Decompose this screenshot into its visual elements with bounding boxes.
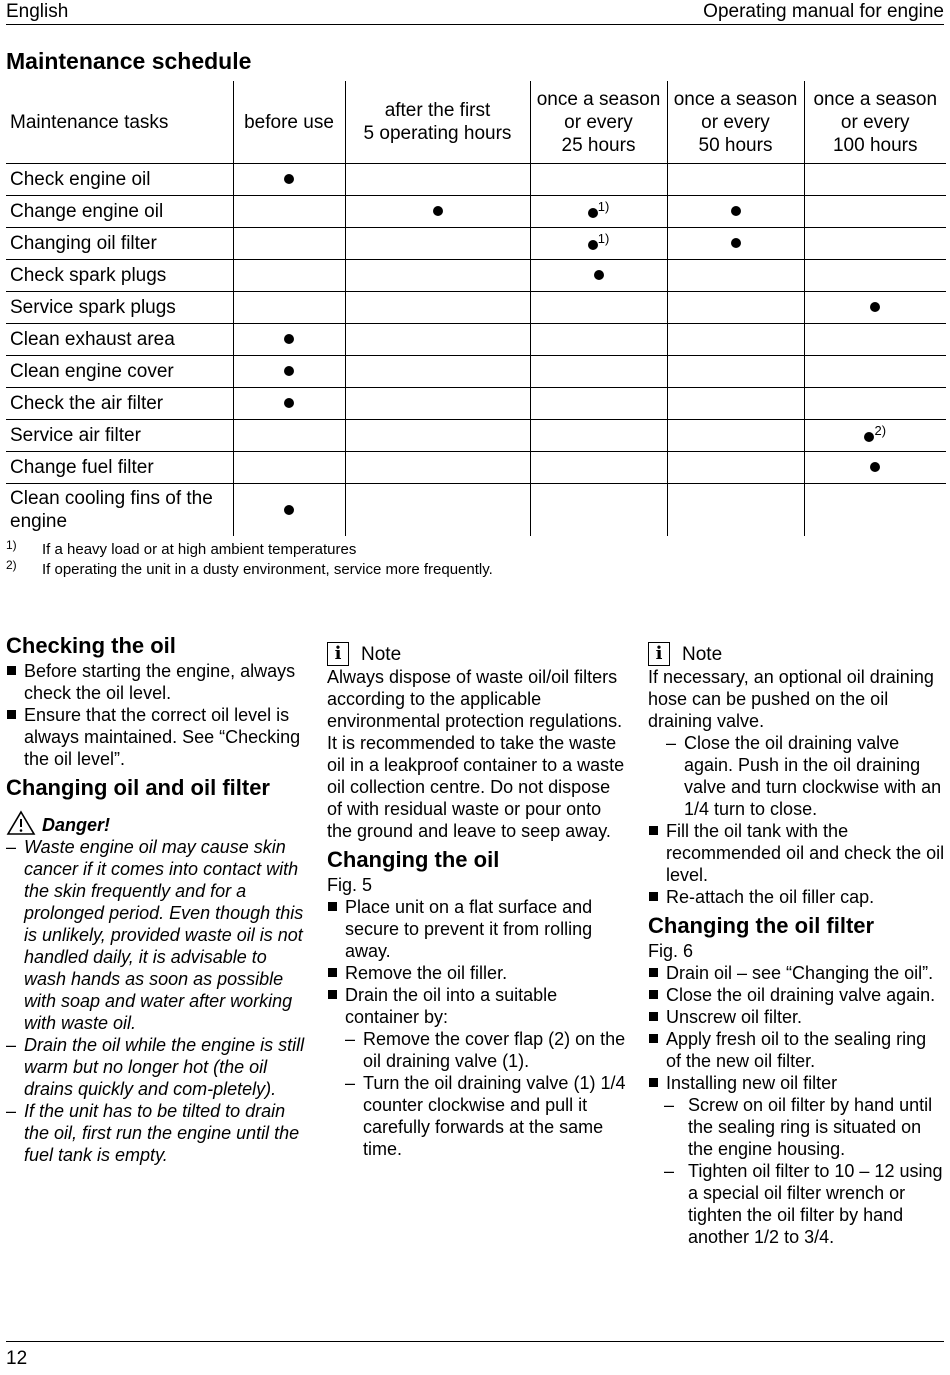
schedule-cell [804, 164, 946, 196]
schedule-cell [233, 484, 345, 537]
task-name: Service spark plugs [6, 292, 233, 324]
footnote: 2) If operating the unit in a dusty environment, service more frequently. [6, 558, 493, 578]
list-item: Before starting the engine, always check the oil level. [6, 660, 311, 704]
task-name: Changing oil filter [6, 228, 233, 260]
table-row [6, 452, 946, 484]
list-item: Installing new oil filter [648, 1072, 946, 1094]
schedule-cell [804, 324, 946, 356]
figure-reference: Fig. 6 [648, 941, 694, 961]
table-row [6, 356, 946, 388]
schedule-cell [530, 164, 667, 196]
danger-item: – If the unit has to be tilted to drain the oil, first run the engine until the fuel tank is empty. [6, 1100, 311, 1166]
danger-item: – Drain the oil while the engine is still warm but no longer hot (the oil drains quickly and com-pletely). [6, 1034, 311, 1100]
section-title-changing-oil: Changing the oil [327, 847, 500, 872]
table-row [6, 420, 946, 452]
schedule-cell [345, 196, 530, 228]
schedule-cell [530, 292, 667, 324]
task-name: Check spark plugs [6, 260, 233, 292]
note-heading [327, 636, 627, 666]
table-row [6, 324, 946, 356]
task-name: Check engine oil [10, 169, 151, 190]
schedule-cell [804, 292, 946, 324]
language-label: English [6, 1, 69, 22]
column-1 [6, 632, 311, 1166]
schedule-cell [233, 260, 345, 292]
page-header [6, 0, 944, 25]
column-header: once a season or every 100 hours [804, 81, 946, 164]
column-header: Maintenance tasks [6, 81, 233, 164]
section-title-checking-oil: Checking the oil [6, 633, 176, 658]
schedule-cell [530, 356, 667, 388]
schedule-cell [804, 388, 946, 420]
sub-list-item: – Close the oil draining valve again. Push in the oil draining valve and turn clockwise with an 1/4 turn to close. [648, 732, 946, 820]
list-item: Remove the oil filler. [327, 962, 627, 984]
schedule-cell [667, 260, 804, 292]
schedule-cell [530, 196, 667, 228]
sub-list-item: – Turn the oil draining valve (1) 1/4 counter clockwise and pull it carefully forwards at the same time. [327, 1072, 627, 1160]
schedule-cell [345, 420, 530, 452]
footnote-ref: 2) [874, 422, 887, 438]
list-item: Unscrew oil filter. [648, 1006, 946, 1028]
footnote: 1) If a heavy load or at high ambient temperatures [6, 538, 357, 558]
schedule-cell [233, 388, 345, 420]
note-label: Note [361, 644, 402, 665]
schedule-cell [345, 356, 530, 388]
schedule-cell [233, 356, 345, 388]
column-header: once a season or every 50 hours [667, 81, 804, 164]
schedule-cell [804, 356, 946, 388]
column-header: before use [233, 81, 345, 164]
danger-item: – Waste engine oil may cause skin cancer if it comes into contact with the skin frequently and for a prolonged period. Even though this is unlikely, provided waste oil is not handled daily, it is advisable to wash hands as soon as possible with soap and water after working with waste oil. [6, 836, 311, 1034]
table-header-row [6, 81, 946, 164]
schedule-cell [233, 228, 345, 260]
figure-reference: Fig. 5 [327, 875, 373, 895]
schedule-cell [667, 324, 804, 356]
schedule-cell [530, 420, 667, 452]
schedule-cell [345, 260, 530, 292]
bullet-dot-icon [284, 366, 294, 376]
footnote-ref: 1) [597, 230, 610, 246]
list-item: Drain oil – see “Changing the oil”. [648, 962, 946, 984]
bullet-dot-icon [870, 302, 880, 312]
list-item: Place unit on a flat surface and secure to prevent it from rolling away. [327, 896, 627, 962]
bullet-dot-icon [864, 432, 874, 442]
schedule-cell [233, 420, 345, 452]
warning-triangle-icon [6, 810, 36, 836]
bullet-dot-icon [594, 270, 604, 280]
schedule-footnotes [6, 540, 493, 580]
info-icon: i [327, 642, 349, 666]
schedule-cell [804, 452, 946, 484]
task-name: Check the air filter [6, 388, 233, 420]
schedule-cell [667, 452, 804, 484]
list-item: Ensure that the correct oil level is always maintained. See “Checking the oil level”. [6, 704, 311, 770]
schedule-cell [667, 292, 804, 324]
task-name: Service air filter [6, 420, 233, 452]
schedule-cell [345, 292, 530, 324]
page-number: 12 [6, 1348, 28, 1369]
note-heading [648, 636, 946, 666]
schedule-cell [667, 228, 804, 260]
task-name: Change fuel filter [6, 452, 233, 484]
list-item: Drain the oil into a suitable container by: [327, 984, 627, 1028]
sub-list-item: – Remove the cover flap (2) on the oil draining valve (1). [327, 1028, 627, 1072]
bullet-dot-icon [433, 206, 443, 216]
schedule-cell [530, 452, 667, 484]
schedule-cell [804, 484, 946, 537]
schedule-cell [345, 324, 530, 356]
list-item: Re-attach the oil filler cap. [648, 886, 946, 908]
task-name: Change engine oil [6, 196, 233, 228]
bullet-dot-icon [588, 240, 598, 250]
table-row [6, 260, 946, 292]
section-title-changing-oil-filter: Changing oil and oil filter [6, 775, 270, 800]
column-3 [648, 632, 946, 1248]
schedule-cell [345, 388, 530, 420]
schedule-cell [530, 260, 667, 292]
table-row [6, 196, 946, 228]
table-row [6, 388, 946, 420]
schedule-cell [233, 292, 345, 324]
info-icon: i [648, 642, 670, 666]
schedule-cell [345, 164, 530, 196]
task-name: Clean exhaust area [6, 324, 233, 356]
task-name: Clean cooling fins of the engine [6, 484, 233, 537]
schedule-cell [667, 420, 804, 452]
bullet-dot-icon [284, 334, 294, 344]
bullet-dot-icon [870, 462, 880, 472]
schedule-cell [530, 388, 667, 420]
column-2 [327, 632, 627, 1160]
note-text: Always dispose of waste oil/oil filters according to the applicable environmental protection regulations. It is recommended to take the waste oil in a leakproof container to a waste oil collection centre. Do not dispose of with residual waste or pour onto the ground and leave to seep away. [327, 667, 625, 841]
sub-list-item: – Tighten oil filter to 10 – 12 using a special oil filter wrench or tighten the oil filter by hand another 1/2 to 3/4. [648, 1160, 946, 1248]
footer-divider [6, 1341, 944, 1342]
section-title-changing-oil-filter: Changing the oil filter [648, 913, 875, 938]
table-row [6, 164, 946, 196]
sub-list-item: – Screw on oil filter by hand until the sealing ring is situated on the engine housing. [648, 1094, 946, 1160]
task-name: Clean engine cover [6, 356, 233, 388]
bullet-dot-icon [284, 174, 294, 184]
schedule-cell [667, 484, 804, 537]
schedule-cell [530, 324, 667, 356]
schedule-cell [804, 228, 946, 260]
schedule-cell [667, 164, 804, 196]
list-item: Apply fresh oil to the sealing ring of the new oil filter. [648, 1028, 946, 1072]
schedule-cell [667, 356, 804, 388]
schedule-cell [530, 484, 667, 537]
schedule-cell [667, 388, 804, 420]
bullet-dot-icon [284, 505, 294, 515]
schedule-cell [667, 196, 804, 228]
table-row [6, 228, 946, 260]
note-label: Note [682, 644, 723, 665]
schedule-cell [804, 196, 946, 228]
bullet-dot-icon [731, 206, 741, 216]
bullet-dot-icon [731, 238, 741, 248]
schedule-cell [233, 324, 345, 356]
schedule-cell [233, 196, 345, 228]
list-item: Close the oil draining valve again. [648, 984, 946, 1006]
schedule-cell [804, 260, 946, 292]
note-text: If necessary, an optional oil draining hose can be pushed on the oil draining valve. [648, 667, 934, 731]
schedule-cell [530, 228, 667, 260]
schedule-cell [345, 228, 530, 260]
schedule-cell [233, 164, 345, 196]
schedule-cell [233, 452, 345, 484]
schedule-cell [804, 420, 946, 452]
table-row [6, 292, 946, 324]
maintenance-schedule-title: Maintenance schedule [6, 48, 252, 74]
bullet-dot-icon [588, 208, 598, 218]
column-header: once a season or every 25 hours [530, 81, 667, 164]
danger-label: Danger! [42, 815, 111, 835]
footnote-ref: 1) [597, 198, 610, 214]
schedule-cell [345, 452, 530, 484]
list-item: Fill the oil tank with the recommended oil and check the oil level. [648, 820, 946, 886]
document-title: Operating manual for engine [703, 1, 944, 22]
table-row [6, 484, 946, 537]
danger-heading [6, 810, 311, 836]
bullet-dot-icon [284, 398, 294, 408]
maintenance-schedule-table [6, 81, 946, 536]
schedule-cell [345, 484, 530, 537]
column-header: after the first 5 operating hours [345, 81, 530, 164]
